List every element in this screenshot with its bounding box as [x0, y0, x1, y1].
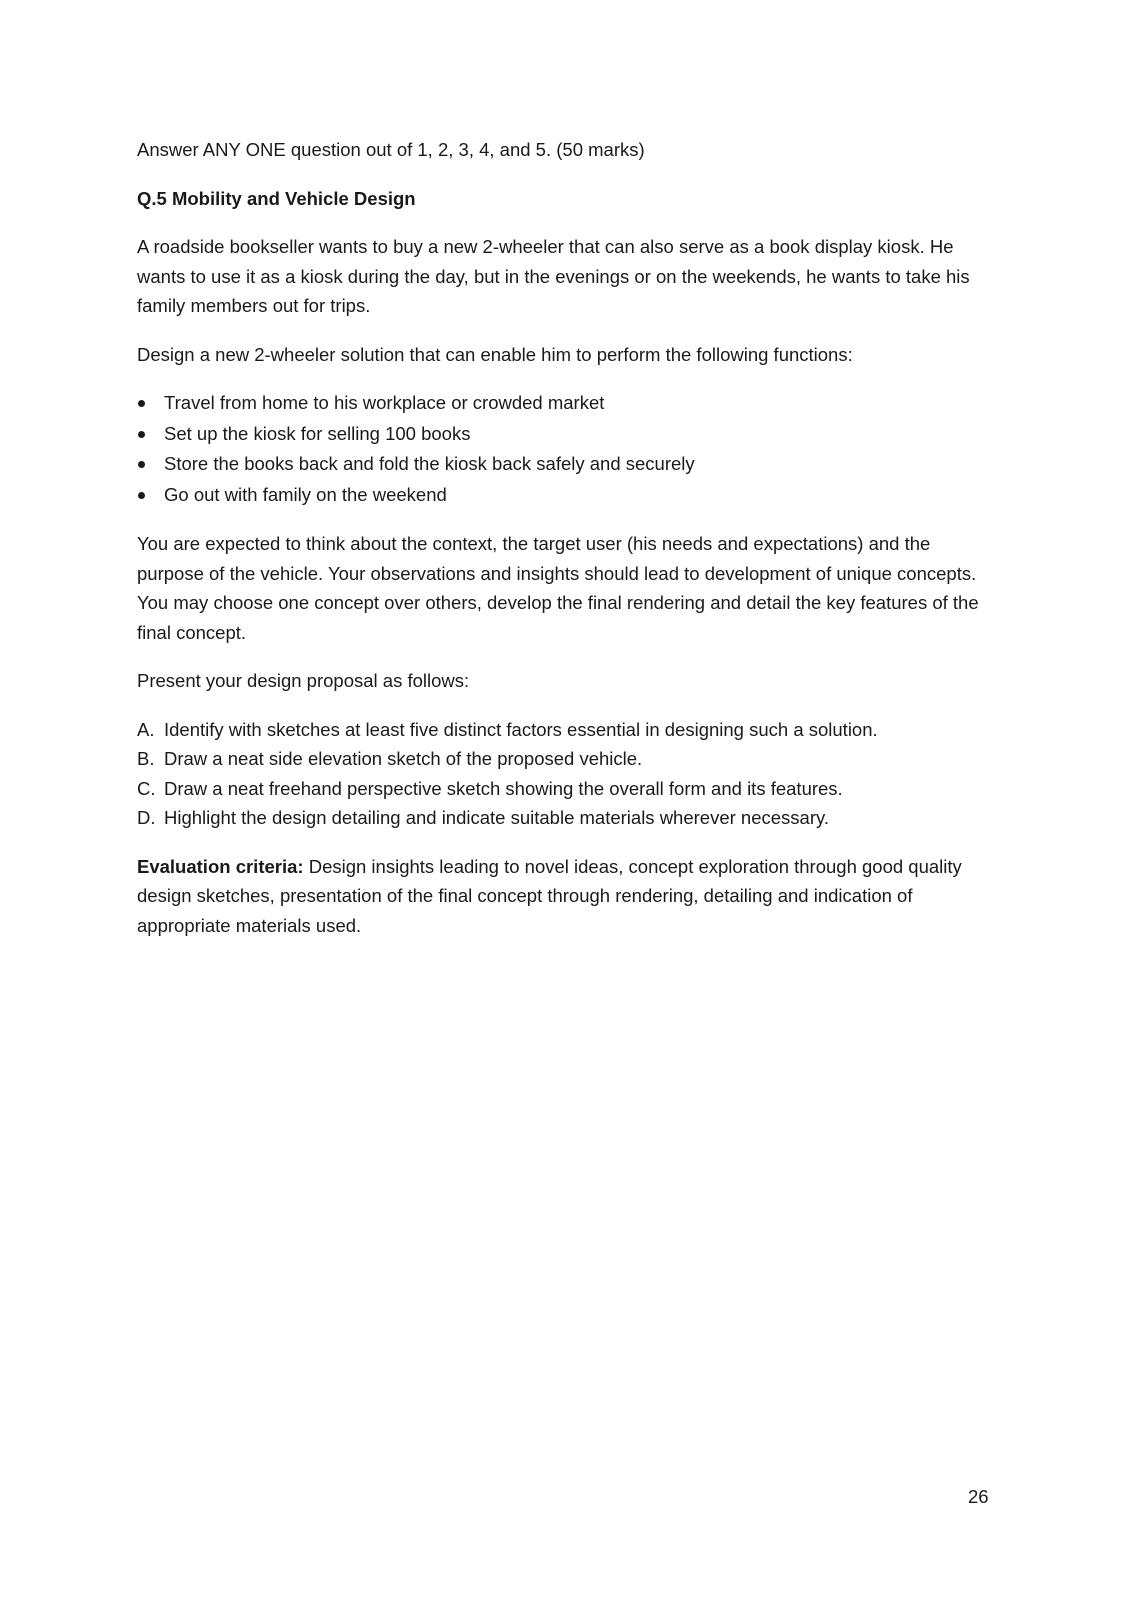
proposal-intro: Present your design proposal as follows:	[137, 670, 470, 691]
list-item	[137, 803, 997, 833]
bullet-icon	[138, 400, 145, 407]
list-item	[137, 388, 997, 419]
bullet-icon	[138, 492, 145, 499]
bullet-icon	[138, 431, 145, 438]
item-marker: B.	[137, 748, 155, 769]
item-marker: C.	[137, 777, 156, 799]
evaluation-text: Design insights leading to novel ideas, concept exploration through good quality design sketches, presentation of the final concept through rendering, detailing and indication of appropriate materials used.	[137, 855, 962, 936]
proposal-list	[137, 715, 997, 833]
evaluation-label: Evaluation criteria:	[137, 855, 304, 877]
list-item	[137, 774, 997, 804]
list-item	[137, 480, 997, 511]
item-marker: D.	[137, 807, 156, 828]
item-text: Draw a neat side elevation sketch of the proposed vehicle.	[164, 748, 643, 769]
scenario-paragraph: A roadside bookseller wants to buy a new 2-wheeler that can also serve as a book display kiosk. He wants to use it as a kiosk during the day, but in the evenings or on the weekends, he wants to take his family members out for trips.	[137, 236, 970, 316]
function-text: Travel from home to his workplace or crowded market	[164, 392, 605, 413]
evaluation-paragraph	[137, 852, 997, 941]
function-text: Go out with family on the weekend	[164, 483, 447, 505]
function-text: Set up the kiosk for selling 100 books	[164, 422, 471, 444]
list-item	[137, 744, 997, 774]
page-number: 26	[968, 1486, 989, 1507]
bullet-icon	[138, 461, 145, 468]
task-intro: Design a new 2-wheeler solution that can enable him to perform the following functions:	[137, 343, 853, 365]
item-text: Draw a neat freehand perspective sketch showing the overall form and its features.	[164, 777, 843, 799]
list-item	[137, 715, 997, 745]
list-item	[137, 449, 997, 480]
question-title: Q.5 Mobility and Vehicle Design	[137, 187, 416, 209]
document-page	[137, 135, 997, 959]
expectations-paragraph: You are expected to think about the context, the target user (his needs and expectations) and the purpose of the vehicle. Your observations and insights should lead to development of unique concepts. You may choose one concept over others, develop the final rendering and detail the key features of the final concept.	[137, 533, 979, 643]
item-text: Highlight the design detailing and indicate suitable materials wherever necessary.	[164, 807, 830, 828]
item-marker: A.	[137, 718, 155, 740]
item-text: Identify with sketches at least five distinct factors essential in designing such a solution.	[164, 718, 878, 740]
list-item	[137, 419, 997, 450]
functions-list	[137, 388, 997, 510]
function-text: Store the books back and fold the kiosk back safely and securely	[164, 453, 695, 474]
instruction-text: Answer ANY ONE question out of 1, 2, 3, 4, and 5. (50 marks)	[137, 139, 645, 160]
